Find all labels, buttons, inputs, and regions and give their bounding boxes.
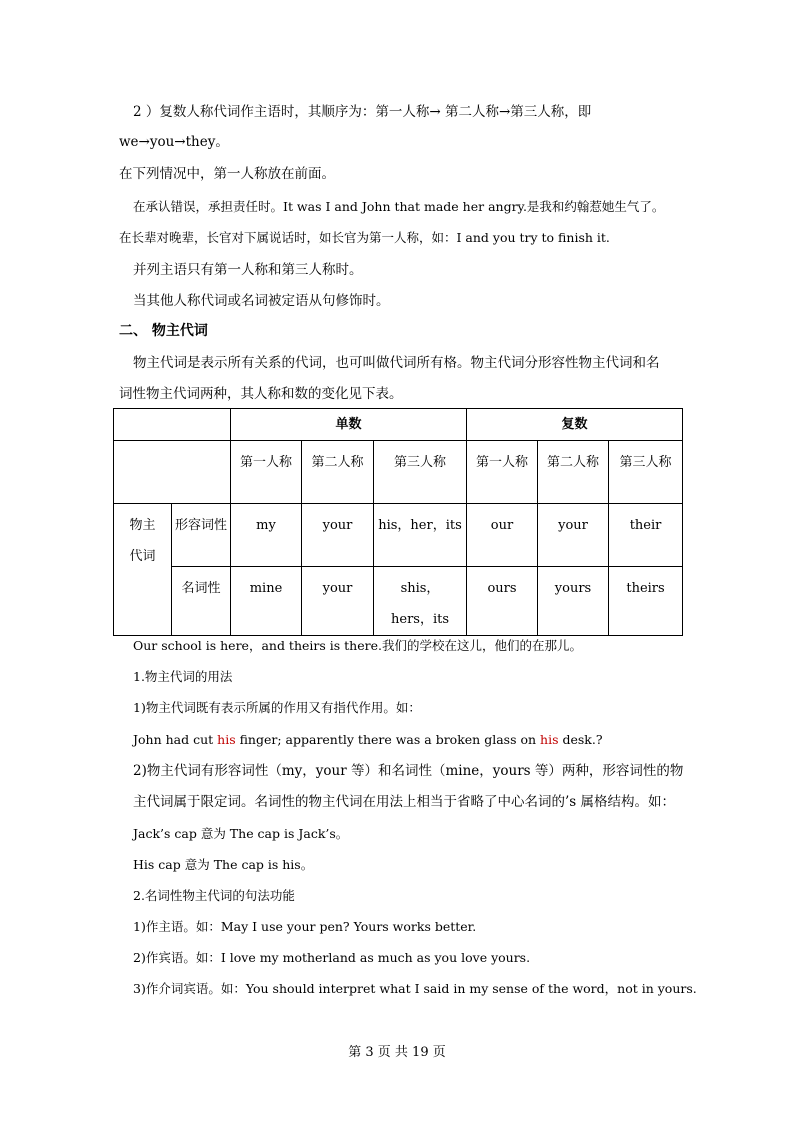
example-line: 2)作宾语。如：I love my motherland as much as you love yours.	[133, 950, 531, 965]
example-line: 3)作介词宾语。如：You should interpret what I said in my sense of the word，not in yours.	[133, 981, 697, 996]
table-cell: yours	[538, 567, 609, 636]
table-cell: your	[302, 567, 374, 636]
person-header: 第二人称	[302, 441, 374, 504]
line-2: we→you→they。	[119, 134, 229, 150]
table-cell: theirs	[609, 567, 683, 636]
person-header: 第三人称	[609, 441, 683, 504]
text-span: desk.?	[558, 732, 603, 747]
text-span: John had cut	[133, 732, 218, 747]
highlight-word: his	[540, 732, 559, 747]
table-cell: your	[538, 504, 609, 567]
table-corner-bottom	[114, 441, 231, 504]
table-cell: my	[231, 504, 302, 567]
table-cell: their	[609, 504, 683, 567]
header-plural: 复数	[467, 409, 683, 441]
noun-label: 名词性	[172, 567, 231, 636]
rule-line: 2)物主代词有形容词性（my，your 等）和名词性（mine，yours 等）两种，形容词性的物	[133, 763, 684, 779]
line-8: 物主代词是表示所有关系的代词，也可叫做代词所有格。物主代词分形容性物主代词和名	[133, 355, 660, 371]
example-line	[133, 731, 603, 749]
table-cell: shis，hers，its	[374, 567, 467, 636]
rule-line: 主代词属于限定词。名词性的物主代词在用法上相当于省略了中心名词的’s 属格结构。如：	[133, 794, 676, 810]
subheading-syntax: 2.名词性物主代词的句法功能	[133, 888, 295, 903]
person-header: 第三人称	[374, 441, 467, 504]
line-4: 在承认错误，承担责任时。It was I and John that made her angry.是我和约翰惹她生气了。	[133, 199, 665, 214]
adj-label: 形容词性	[172, 504, 231, 567]
example-line: His cap 意为 The cap is his。	[133, 857, 314, 872]
line-5: 在长辈对晚辈，长官对下属说话时，如长官为第一人称，如：I and you try to finish it.	[119, 230, 610, 245]
table-cell: your	[302, 504, 374, 567]
line-9: 词性物主代词两种，其人称和数的变化见下表。	[119, 386, 403, 402]
highlight-word: his	[217, 732, 236, 747]
table-cell: our	[467, 504, 538, 567]
possessive-pronoun-table	[113, 408, 683, 636]
person-header: 第一人称	[231, 441, 302, 504]
rule-line: 1)物主代词既有表示所属的作用又有指代作用。如：	[133, 700, 421, 715]
text-span: finger; apparently there was a broken glass on	[235, 732, 541, 747]
person-header: 第二人称	[538, 441, 609, 504]
example-line: Jack’s cap 意为 The cap is Jack’s。	[133, 826, 349, 841]
person-header: 第一人称	[467, 441, 538, 504]
line-6: 并列主语只有第一人称和第三人称时。	[133, 262, 363, 278]
section-heading: 二、 物主代词	[119, 323, 208, 339]
table-corner-top	[114, 409, 231, 441]
row-group-label: 物主代词	[114, 504, 172, 636]
line-1: 2 ）复数人称代词作主语时，其顺序为：第一人称→ 第二人称→第三人称，即	[133, 104, 592, 120]
header-singular: 单数	[231, 409, 467, 441]
line-3: 在下列情况中，第一人称放在前面。	[119, 166, 335, 182]
line-7: 当其他人称代词或名词被定语从句修饰时。	[133, 293, 390, 309]
page-footer: 第 3 页 共 19 页	[348, 1045, 446, 1060]
example-line: 1)作主语。如：May I use your pen? Yours works better.	[133, 919, 477, 934]
subheading-usage: 1.物主代词的用法	[133, 669, 233, 684]
example-line: Our school is here，and theirs is there.我们的学校在这儿，他们的在那儿。	[133, 638, 582, 653]
table-cell: his，her，its	[374, 504, 467, 567]
table-cell: ours	[467, 567, 538, 636]
table-cell: mine	[231, 567, 302, 636]
